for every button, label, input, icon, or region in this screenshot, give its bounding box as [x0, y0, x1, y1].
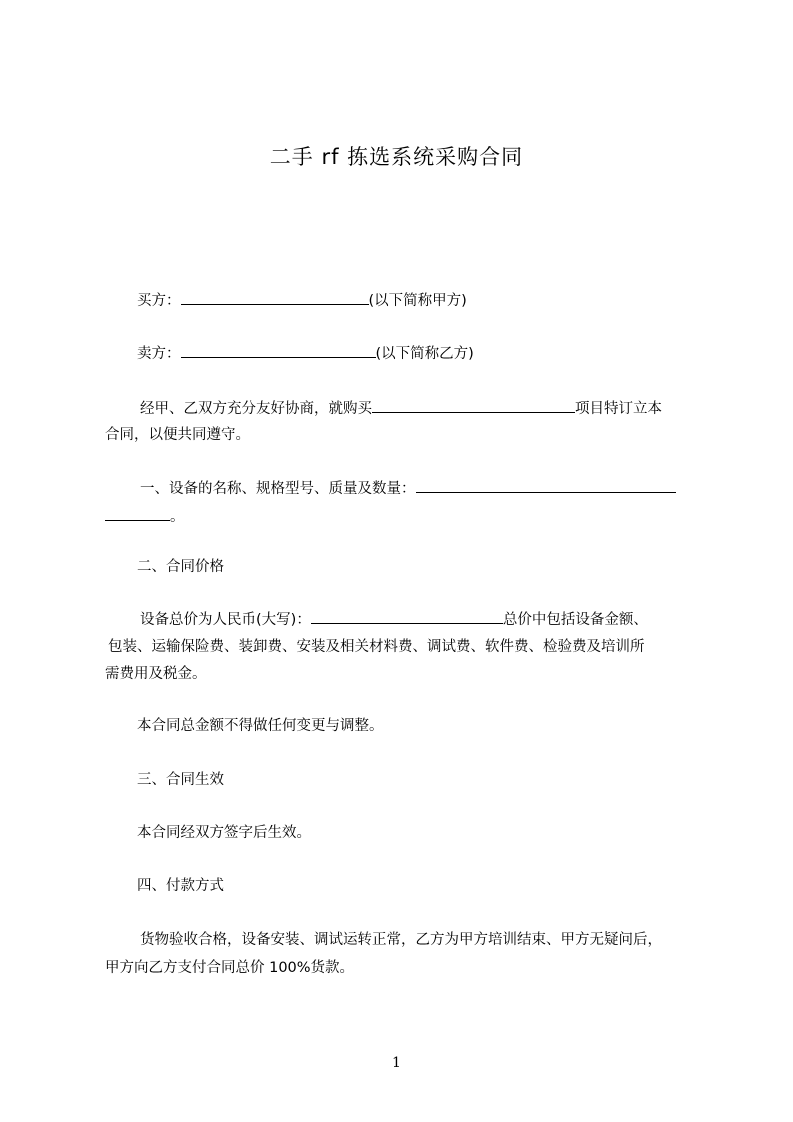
section-3-heading: 三、合同生效	[137, 772, 224, 788]
intro-line-1	[140, 398, 662, 419]
price-suffix: 总价中包括设备金额、	[502, 612, 648, 628]
intro-suffix: 项目特订立本	[575, 401, 662, 417]
project-blank	[372, 398, 575, 413]
section-3-text: 本合同经双方签字后生效。	[137, 825, 311, 841]
section-4-heading: 四、付款方式	[137, 878, 224, 894]
equipment-blank-1	[416, 478, 676, 493]
seller-line	[137, 343, 474, 364]
intro-prefix: 经甲、乙双方充分友好协商，就购买	[140, 401, 372, 417]
section-1-heading	[140, 478, 676, 499]
seller-label: 卖方：	[137, 346, 181, 362]
page-number: 1	[392, 1055, 401, 1071]
price-line-2: 包装、运输保险费、装卸费、安装及相关材料费、调试费、软件费、检验费及培训所	[108, 639, 645, 655]
payment-line-1: 货物验收合格，设备安装、调试运转正常，乙方为甲方培训结束、甲方无疑问后，	[140, 932, 662, 948]
section-1-title: 一、设备的名称、规格型号、质量及数量：	[140, 481, 416, 497]
section-2-heading: 二、合同价格	[137, 559, 224, 575]
buyer-suffix: (以下简称甲方)	[368, 293, 467, 309]
section-1-continuation	[105, 506, 185, 527]
section-1-end: 。	[170, 509, 185, 525]
price-line-3: 需费用及税金。	[105, 666, 207, 682]
document-title: 二手 rf 拣选系统采购合同	[269, 145, 524, 169]
price-blank	[311, 609, 503, 624]
seller-suffix: (以下简称乙方)	[375, 346, 474, 362]
buyer-label: 买方：	[137, 293, 181, 309]
price-line-1	[140, 609, 648, 630]
buyer-line	[137, 290, 467, 311]
seller-blank	[181, 343, 376, 358]
intro-line-2: 合同，以便共同遵守。	[105, 427, 250, 443]
equipment-blank-2	[105, 506, 170, 521]
price-note: 本合同总金额不得做任何变更与调整。	[137, 718, 384, 734]
price-prefix: 设备总价为人民币(大写)：	[140, 612, 311, 628]
buyer-blank	[181, 290, 369, 305]
payment-line-2: 甲方向乙方支付合同总价 100%货款。	[105, 960, 355, 976]
